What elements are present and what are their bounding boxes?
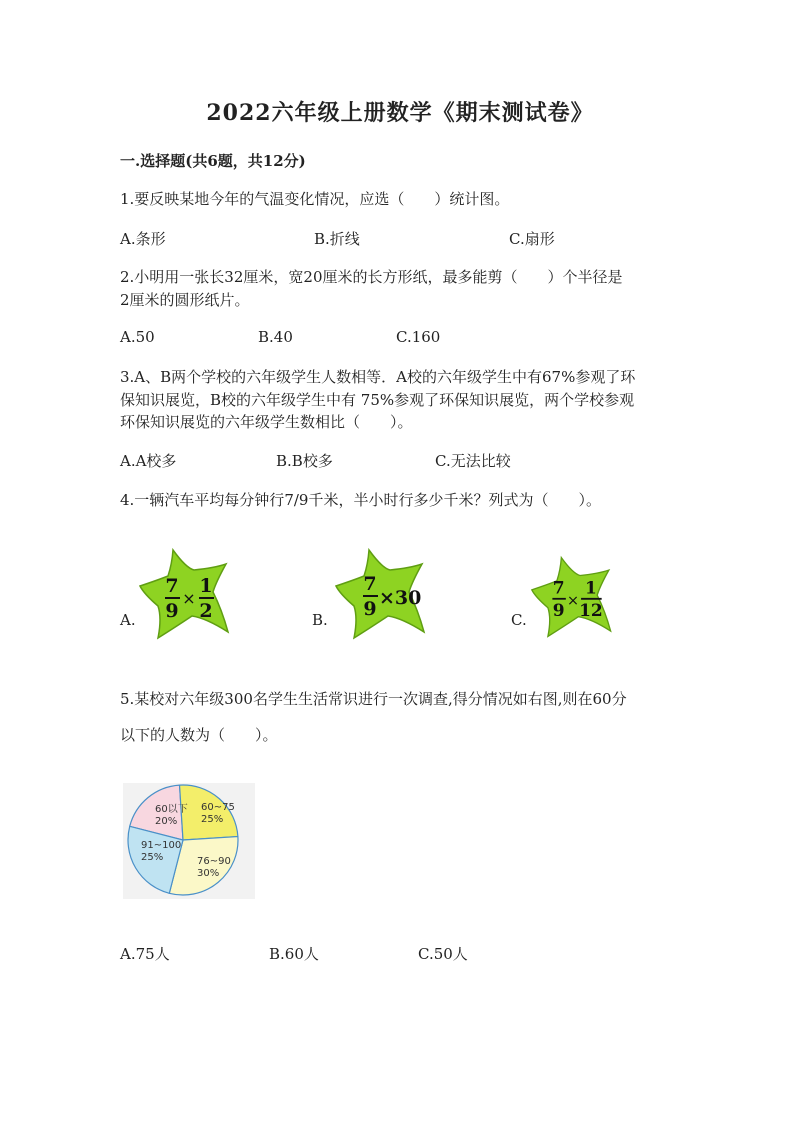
question-1-text: 1.要反映某地今年的气温变化情况，应选（ ）统计图。 xyxy=(120,190,510,208)
pie-slice-label: 76~90 xyxy=(197,856,231,867)
pie-slice-percent: 30% xyxy=(197,868,220,879)
fraction-b-numerator: 7 xyxy=(363,573,377,595)
multiply-sign: × xyxy=(566,593,580,610)
pie-chart xyxy=(123,783,255,899)
pie-slice-percent: 25% xyxy=(201,814,224,825)
fraction-c2-denominator: 12 xyxy=(579,600,603,621)
question-2-text-line2: 2厘米的圆形纸片。 xyxy=(120,291,250,309)
question-4-text: 4.一辆汽车平均每分钟行7/9千米，半小时行多少千米？列式为（ ）。 xyxy=(120,491,601,509)
fraction-a1-numerator: 7 xyxy=(165,575,179,597)
question-4-option-b-label[interactable]: B. xyxy=(312,611,328,629)
question-2-option-c[interactable]: C.160 xyxy=(396,328,441,346)
multiply-sign: × xyxy=(182,589,196,608)
question-5-text-line1: 5.某校对六年级300名学生生活常识进行一次调查,得分情况如右图,则在60分 xyxy=(120,690,627,708)
fraction-a1-denominator: 9 xyxy=(165,600,179,622)
pie-slice-label: 60~75 xyxy=(201,802,235,813)
fraction-b-denominator: 9 xyxy=(363,598,377,620)
question-5-option-c[interactable]: C.50人 xyxy=(418,945,468,963)
question-5-option-a[interactable]: A.75人 xyxy=(120,945,170,963)
question-5-text-line2: 以下的人数为（ ）。 xyxy=(120,726,278,744)
fraction-c1-numerator: 7 xyxy=(552,578,565,599)
fraction-a2-denominator: 2 xyxy=(199,600,213,622)
question-3-option-c[interactable]: C.无法比较 xyxy=(435,452,511,470)
question-1-option-b[interactable]: B.折线 xyxy=(314,230,360,248)
question-4-option-c-star[interactable] xyxy=(528,554,618,640)
pie-chart-svg xyxy=(123,783,255,899)
fraction-c2-numerator: 1 xyxy=(584,578,597,599)
pie-slice-label: 60以下 xyxy=(155,804,188,815)
question-3-text-line1: 3.A、B两个学校的六年级学生人数相等．A校的六年级学生中有67%参观了环 xyxy=(120,368,636,386)
question-2-option-a[interactable]: A.50 xyxy=(120,328,155,346)
pie-slice-label: 91~100 xyxy=(141,840,182,851)
question-2-option-b[interactable]: B.40 xyxy=(258,328,293,346)
question-4-option-c-label[interactable]: C. xyxy=(511,611,527,629)
section-heading: 一.选择题(共6题，共12分) xyxy=(120,152,306,170)
question-4-option-a-label[interactable]: A. xyxy=(120,611,136,629)
fraction-a2-numerator: 1 xyxy=(199,575,213,597)
pie-slice-percent: 20% xyxy=(155,816,178,827)
page-title: 2022六年级上册数学《期末测试卷》 xyxy=(206,100,594,126)
question-1-option-c[interactable]: C.扇形 xyxy=(509,230,555,248)
fraction-c1-denominator: 9 xyxy=(552,600,565,621)
question-3-text-line3: 环保知识展览的六年级学生数相比（ ）。 xyxy=(120,413,413,431)
pie-slice-percent: 25% xyxy=(141,852,164,863)
question-3-option-a[interactable]: A.A校多 xyxy=(120,452,177,470)
question-4-option-a-star[interactable] xyxy=(136,546,236,642)
question-3-option-b[interactable]: B.B校多 xyxy=(276,452,333,470)
question-3-text-line2: 保知识展览，B校的六年级学生中有 75%参观了环保知识展览，两个学校参观 xyxy=(120,391,635,409)
question-2-text-line1: 2.小明用一张长32厘米，宽20厘米的长方形纸，最多能剪（ ）个半径是 xyxy=(120,268,623,286)
question-4-option-b-star[interactable] xyxy=(332,546,432,642)
multiply-thirty: ×30 xyxy=(379,587,422,609)
question-5-option-b[interactable]: B.60人 xyxy=(269,945,319,963)
question-1-option-a[interactable]: A.条形 xyxy=(120,230,166,248)
